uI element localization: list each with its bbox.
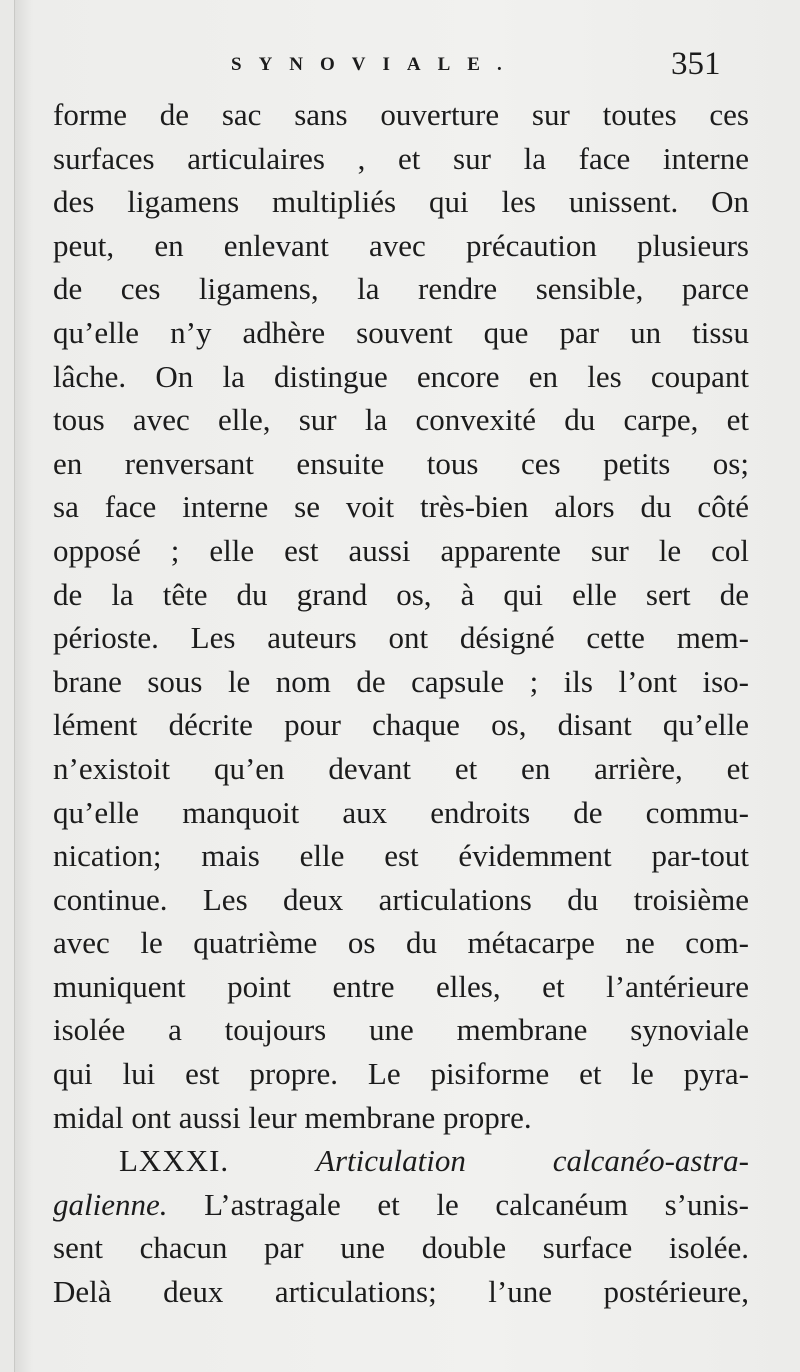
section-numeral: LXXXI. [119, 1143, 230, 1179]
section-heading-line [53, 1139, 749, 1183]
text-line: périoste. Les auteurs ont désigné cette mem- [53, 620, 749, 656]
section-title-continued: galienne. [53, 1186, 168, 1222]
running-head [15, 46, 800, 86]
text-line: qui lui est propre. Le pisiforme et le pyra- [53, 1056, 749, 1092]
paragraph-end-line: midal ont aussi leur membrane propre. [53, 1099, 532, 1135]
section-text-line: sent chacun par une double surface isolée. [53, 1230, 749, 1266]
text-line: peut, en enlevant avec précaution plusieurs [53, 227, 749, 263]
text-line: lément décrite pour chaque os, disant qu’elle [53, 707, 749, 743]
text-line: des ligamens multipliés qui les unissent. On [53, 184, 749, 220]
running-title: SYNOVIALE. [231, 54, 519, 75]
text-line: continue. Les deux articulations du troisième [53, 881, 749, 917]
book-page [14, 0, 800, 1372]
text-line: brane sous le nom de capsule ; ils l’ont iso- [53, 663, 749, 699]
section-text-line [53, 1183, 749, 1227]
text-line: surfaces articulaires , et sur la face interne [53, 140, 749, 176]
text-line: sa face interne se voit très-bien alors du côté [53, 489, 749, 525]
text-line: muniquent point entre elles, et l’antérieure [53, 968, 749, 1004]
text-line: qu’elle manquoit aux endroits de commu- [53, 794, 749, 830]
text-line: tous avec elle, sur la convexité du carpe, et [53, 402, 749, 438]
text-line: de la tête du grand os, à qui elle sert de [53, 576, 749, 612]
text-line: lâche. On la distingue encore en les coupant [53, 358, 749, 394]
text-line: opposé ; elle est aussi apparente sur le col [53, 532, 749, 568]
section-text: L’astragale et le calcanéum s’unis- [204, 1186, 749, 1222]
text-line: isolée a toujours une membrane synoviale [53, 1012, 749, 1048]
text-line: qu’elle n’y adhère souvent que par un tissu [53, 314, 749, 350]
page-number: 351 [671, 46, 721, 82]
text-line: en renversant ensuite tous ces petits os; [53, 445, 749, 481]
text-line: nication; mais elle est évidemment par-tout [53, 838, 749, 874]
body-text [53, 93, 749, 1314]
section-text-line: Delà deux articulations; l’une postérieure, [53, 1274, 749, 1310]
text-line: n’existoit qu’en devant et en arrière, et [53, 750, 749, 786]
text-line: avec le quatrième os du métacarpe ne com- [53, 925, 749, 961]
text-line: forme de sac sans ouverture sur toutes ces [53, 97, 749, 132]
section-title: Articulation calcanéo-astra- [316, 1143, 749, 1179]
text-line: de ces ligamens, la rendre sensible, parce [53, 271, 749, 307]
